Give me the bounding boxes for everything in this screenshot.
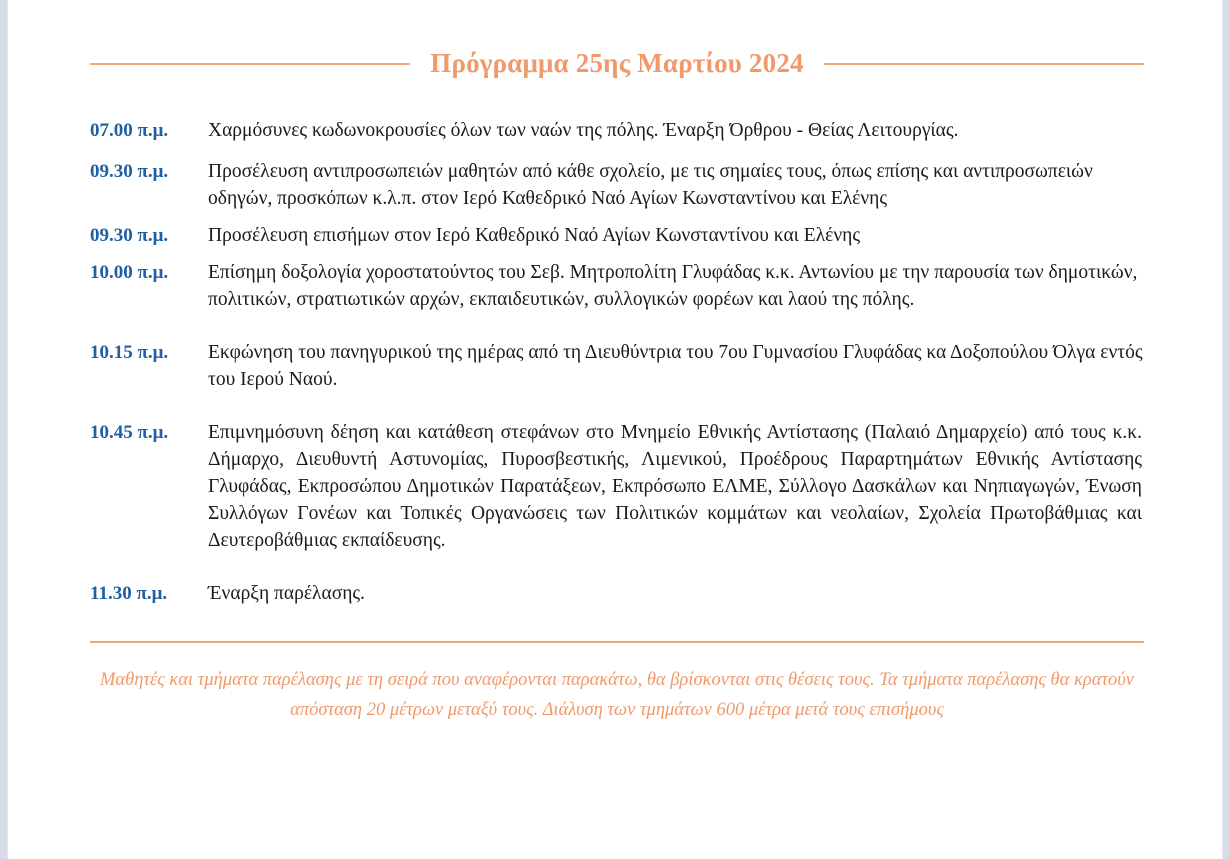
- schedule-item-description: Εκφώνηση του πανηγυρικού της ημέρας από τη Διευθύντρια του 7ου Γυμνασίου Γλυφάδας κα Δοξοπούλου Όλγα εντός του Ιερού Ναού.: [208, 342, 1143, 390]
- schedule-item-time: 10.15 π.μ.: [90, 342, 169, 363]
- schedule-item: [90, 580, 1144, 607]
- schedule-list: [90, 117, 1144, 607]
- schedule-item: [90, 339, 1144, 393]
- document-title-row: [90, 48, 1144, 79]
- schedule-item-time: 10.45 π.μ.: [90, 422, 169, 443]
- page-title: Πρόγραμμα 25ης Μαρτίου 2024: [430, 48, 804, 78]
- schedule-item-time: 11.30 π.μ.: [90, 583, 168, 604]
- schedule-item-time: 09.30 π.μ.: [90, 161, 169, 182]
- schedule-item-description: Προσέλευση επισήμων στον Ιερό Καθεδρικό Ναό Αγίων Κωνσταντίνου και Ελένης: [208, 225, 861, 246]
- schedule-item-time: 07.00 π.μ.: [90, 120, 169, 141]
- schedule-item: [90, 222, 1144, 249]
- schedule-item: [90, 117, 1144, 144]
- schedule-item-description: Χαρμόσυνες κωδωνοκρουσίες όλων των ναών της πόλης. Έναρξη Όρθρου - Θείας Λειτουργίας.: [208, 120, 959, 141]
- document-page: [8, 0, 1222, 859]
- schedule-item-description: Επίσημη δοξολογία χοροστατούντος του Σεβ. Μητροπολίτη Γλυφάδας κ.κ. Αντωνίου με την παρουσία των δημοτικών, πολιτικών, στρατιωτικών αρχών, εκπαιδευτικών, συλλογικών φορέων και λαού της πόλης.: [208, 262, 1138, 310]
- schedule-item: [90, 419, 1144, 554]
- schedule-item-description: Έναρξη παρέλασης.: [208, 583, 366, 604]
- schedule-item: [90, 259, 1144, 313]
- footer-divider: [90, 641, 1144, 643]
- schedule-item-time: 10.00 π.μ.: [90, 262, 169, 283]
- schedule-item-time: 09.30 π.μ.: [90, 225, 169, 246]
- schedule-item: [90, 158, 1144, 212]
- footer-note: Μαθητές και τμήματα παρέλασης με τη σειρά που αναφέρονται παρακάτω, θα βρίσκονται στις θέσεις τους. Τα τμήματα παρέλασης θα κρατούν απόσταση 20 μέτρων μεταξύ τους. Διάλυση των τμημάτων 600 μέτρα μετά τους επισήμους: [99, 670, 1134, 720]
- title-divider-left: [90, 63, 410, 65]
- schedule-item-description: Επιμνημόσυνη δέηση και κατάθεση στεφάνων στο Μνημείο Εθνικής Αντίστασης (Παλαιό Δημαρχείο) από τους κ.κ. Δήμαρχο, Διευθυντή Αστυνομίας, Πυροσβεστικής, Λιμενικού, Προέδρους Παραρτημάτων Εθνικής Αντίστασης Γλυφάδας, Εκπροσώπου Δημοτικών Παρατάξεων, Εκπρόσωπο ΕΛΜΕ, Σύλλογο Δασκάλων και Νηπιαγωγών, Ένωση Συλλόγων Γονέων και Τοπικές Οργανώσεις των Πολιτικών κομμάτων και νεολαίων, Σχολεία Πρωτοβάθμιας και Δευτεροβάθμιας εκπαίδευσης.: [208, 422, 1142, 551]
- schedule-item-description: Προσέλευση αντιπροσωπειών μαθητών από κάθε σχολείο, με τις σημαίες τους, όπως επίσης και αντιπροσωπειών οδηγών, προσκόπων κ.λ.π. στον Ιερό Καθεδρικό Ναό Αγίων Κωνσταντίνου και Ελένης: [208, 161, 1093, 209]
- document-content: [90, 0, 1144, 725]
- title-divider-right: [824, 63, 1144, 65]
